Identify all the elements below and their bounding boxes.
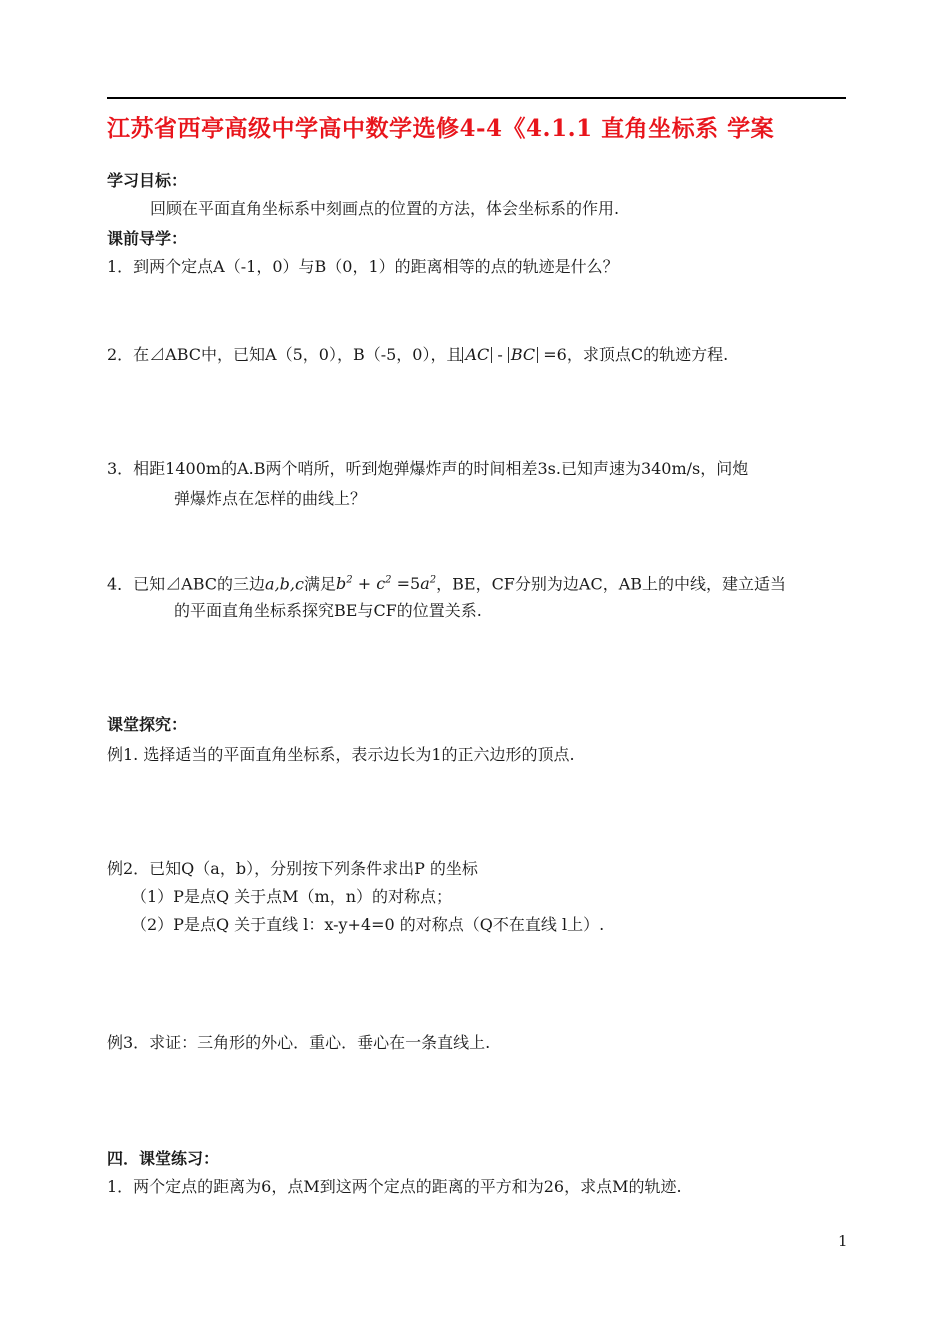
q4-exp-c: 2: [385, 575, 392, 586]
header-rule: [107, 97, 846, 99]
q4-text-c: ，BE，CF分别为边AC，AB上的中线，建立适当: [436, 574, 787, 594]
q2-text-b: ，求顶点C的轨迹方程.: [566, 345, 729, 364]
preview-heading: 课前导学：: [107, 229, 188, 248]
example-3: 例3．求证：三角形的外心．重心．垂心在一条直线上.: [107, 1033, 491, 1052]
example-2: 例2．已知Q（a，b），分别按下列条件求出P 的坐标: [107, 859, 478, 878]
q2-minus: -: [492, 345, 508, 364]
q4-exp-b: 2: [346, 575, 353, 586]
example-2-part-1: （1）P是点Q 关于点M（m，n）的对称点；: [131, 887, 453, 906]
practice-question-1: 1．两个定点的距离为6，点M到这两个定点的距离的平方和为26，求点M的轨迹.: [107, 1177, 682, 1196]
objectives-text: 回顾在平面直角坐标系中刻画点的位置的方法，体会坐标系的作用.: [150, 199, 620, 218]
q4-text-a: 4．已知⊿ABC的三边: [107, 574, 266, 594]
practice-heading: 四．课堂练习：: [107, 1149, 220, 1168]
q2-abs-ac: AC: [462, 347, 492, 363]
q4-exp-a: 2: [429, 575, 437, 586]
example-2-part-2: （2）P是点Q 关于直线 l：x-y+4=0 的对称点（Q不在直线 l上）.: [131, 915, 605, 934]
q4-plus: +: [352, 574, 377, 594]
q4-eq: =5: [391, 574, 421, 594]
q4-var-c: c: [376, 574, 386, 594]
objectives-heading: 学习目标：: [107, 171, 188, 190]
q2-abs-bc: BC: [508, 347, 538, 363]
preview-question-4-line2: 的平面直角坐标系探究BE与CF的位置关系.: [174, 601, 482, 620]
q4-var-b: b: [335, 574, 347, 594]
preview-question-2: [107, 344, 728, 366]
q2-text-a: 2．在⊿ABC中，已知A（5，0），B（-5，0），且: [107, 345, 463, 364]
example-1: 例1. 选择适当的平面直角坐标系，表示边长为1的正六边形的顶点.: [107, 745, 575, 764]
preview-question-4-line1: [107, 570, 786, 595]
classroom-heading: 课堂探究：: [107, 715, 188, 734]
page-number: 1: [838, 1232, 848, 1250]
page-title: 江苏省西亭高级中学高中数学选修4-4《4.1.1 直角坐标系 学案: [107, 115, 775, 142]
q4-text-b: 满足: [303, 574, 336, 594]
q2-eq: =6: [538, 345, 567, 364]
preview-question-3-line2: 弹爆炸点在怎样的曲线上？: [174, 489, 367, 508]
q4-formula: [336, 574, 436, 593]
preview-question-3-line1: 3．相距1400m的A.B两个哨所，听到炮弹爆炸声的时间相差3s.已知声速为340m/s，问炮: [107, 459, 749, 478]
q4-var-a: a: [420, 574, 430, 594]
q4-vars: a,b,c: [265, 574, 304, 594]
preview-question-1: 1．到两个定点A（-1，0）与B（0，1）的距离相等的点的轨迹是什么？: [107, 257, 619, 276]
